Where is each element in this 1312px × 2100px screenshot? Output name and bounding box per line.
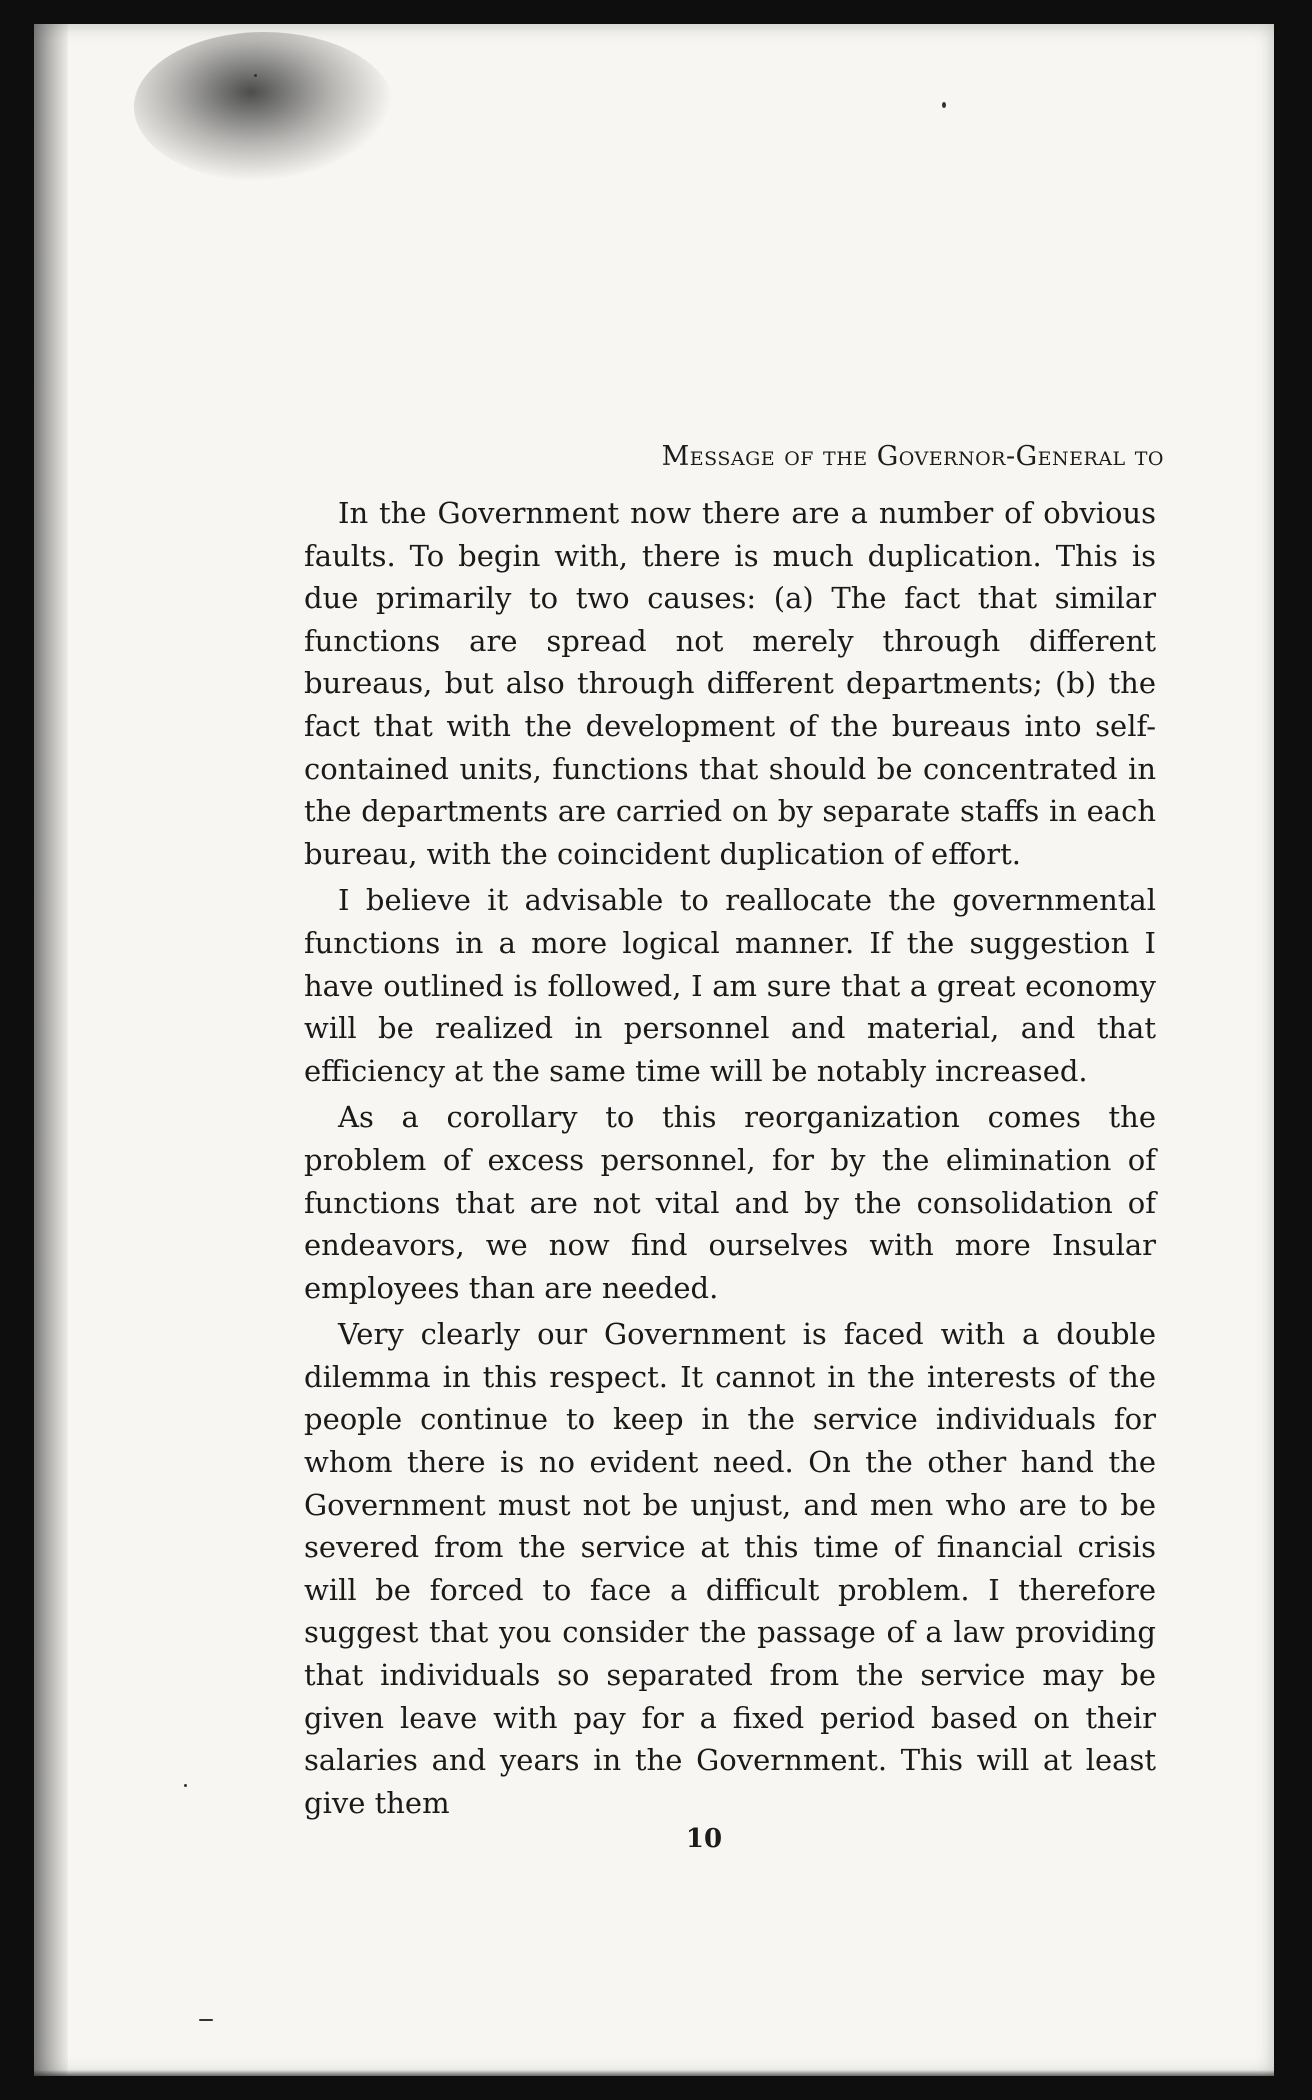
page-gutter-shadow	[34, 24, 68, 2076]
document-page	[34, 24, 1274, 2076]
speck	[184, 1784, 187, 1787]
ink-smudge	[134, 32, 394, 182]
paragraph: As a corollary to this reorganization comes the problem of excess personnel, for by the elimination of functions that are not vital and by the consolidation of endeavors, we now find ourselves with more Insular employees than are needed.	[304, 1100, 1156, 1305]
speck	[254, 74, 257, 77]
body-text	[304, 492, 1156, 1828]
paragraph: Very clearly our Government is faced with a double dilemma in this respect. It cannot in the interests of the people continue to keep in the service individuals for whom there is no evident need. On the other hand the Government must not be unjust, and men who are to be severed from the service at this time of financial crisis will be forced to face a difficult problem. I therefore suggest that you consider the passage of a law providing that individuals so separated from the service may be given leave with pay for a fixed period based on their salaries and years in the Government. This will at least give them	[304, 1317, 1156, 1820]
speck	[942, 102, 946, 108]
page-number: 10	[685, 1824, 723, 1854]
running-head: Message of the Governor-General to	[661, 441, 1164, 472]
speck	[199, 2019, 213, 2021]
paragraph: In the Government now there are a number of obvious faults. To begin with, there is much duplication. This is due primarily to two causes: (a) The fact that similar functions are spread not merely through different bureaus, but also through different departments; (b) the fact that with the development of the bureaus into self-contained units, functions that should be concentrated in the departments are carried on by separate staffs in each bureau, with the coincident duplication of effort.	[304, 496, 1156, 871]
paragraph: I believe it advisable to reallocate the governmental functions in a more logical manner. If the suggestion I have outlined is followed, I am sure that a great economy will be realized in personnel and material, and that efficiency at the same time will be notably increased.	[304, 883, 1156, 1088]
page-bottom-edge	[34, 2070, 1274, 2076]
